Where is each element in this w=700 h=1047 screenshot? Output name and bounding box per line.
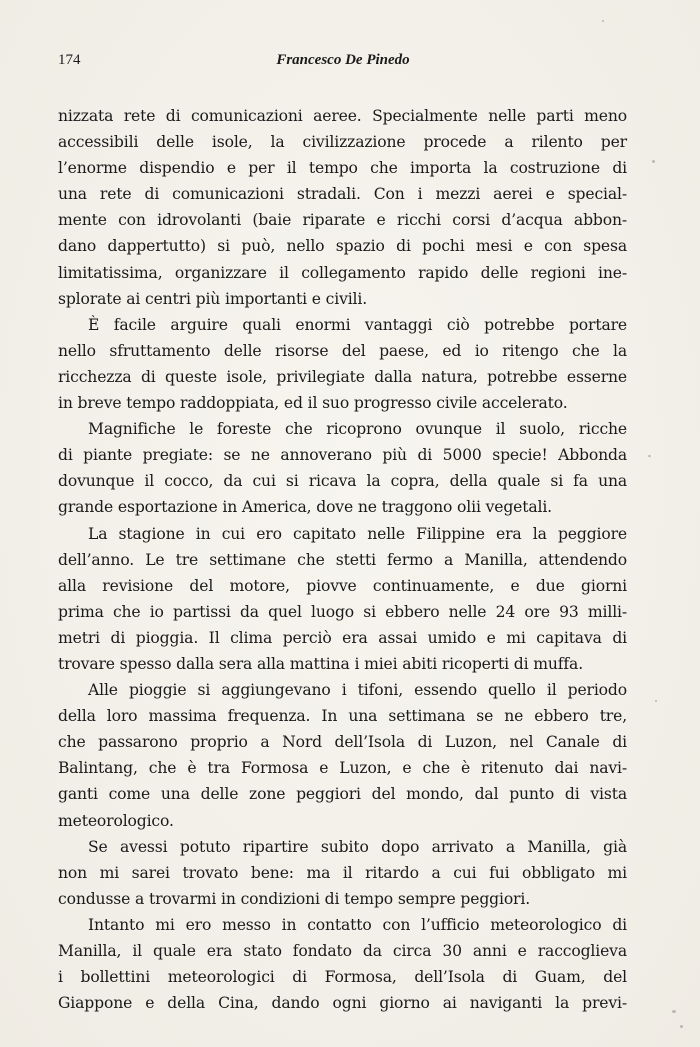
text-line: ganti come una delle zone peggiori del mondo, dal punto di vista (58, 785, 627, 804)
text-line: È facile arguire quali enormi vantaggi ciò potrebbe portare (88, 315, 627, 334)
scan-speck (652, 160, 655, 163)
text-line: condusse a trovarmi in condizioni di tempo sempre peggiori. (58, 889, 531, 908)
paragraph (58, 416, 627, 520)
text-line: nizzata rete di comunicazioni aeree. Specialmente nelle parti meno (58, 107, 627, 125)
text-line: della loro massima frequenza. In una settimana se ne ebbero tre, (58, 707, 627, 726)
text-line: prima che io partissi da quel luogo si ebbero nelle 24 ore 93 milli- (58, 602, 627, 621)
text-line: che passarono proprio a Nord dell’Isola di Luzon, nel Canale di (58, 733, 627, 752)
text-line: ricchezza di queste isole, privilegiate dalla natura, potrebbe esserne (58, 367, 627, 386)
paragraph (58, 312, 627, 416)
text-line: dano dappertutto) si può, nello spazio di pochi mesi e con spesa (58, 237, 627, 256)
text-line: meteorologico. (58, 811, 174, 830)
scan-speck (655, 700, 657, 702)
text-line: splorate ai centri più importanti e civili. (58, 289, 368, 308)
text-line: Intanto mi ero messo in contatto con l’ufficio meteorologico di (88, 915, 627, 934)
text-line: La stagione in cui ero capitato nelle Filippine era la peggiore (88, 524, 627, 543)
scan-speck (672, 1010, 676, 1013)
paragraph (58, 103, 627, 312)
text-line: grande esportazione in America, dove ne traggono olii vegetali. (58, 498, 552, 517)
text-line: dell’anno. Le tre settimane che stetti fermo a Manilla, attendendo (58, 550, 627, 569)
text-line: di piante pregiate: se ne annoverano più di 5000 specie! Abbonda (58, 446, 627, 465)
text-line: dovunque il cocco, da cui si ricava la copra, della quale si fa una (58, 472, 627, 491)
running-title: Francesco De Pinedo (276, 52, 410, 68)
text-line: Balintang, che è tra Formosa e Luzon, e che è ritenuto dai navi- (58, 759, 627, 778)
text-line: Magnifiche le foreste che ricoprono ovunque il suolo, ricche (88, 420, 627, 439)
body-text (58, 103, 627, 1016)
text-line: Se avessi potuto ripartire subito dopo arrivato a Manilla, già (88, 837, 627, 856)
page-header (58, 50, 628, 72)
text-line: in breve tempo raddoppiata, ed il suo progresso civile accelerato. (58, 394, 568, 413)
paragraph (58, 912, 627, 1016)
text-line: trovare spesso dalla sera alla mattina i miei abiti ricoperti di muffa. (58, 654, 583, 673)
text-line: alla revisione del motore, piovve continuamente, e due giorni (58, 576, 627, 595)
text-line: Giappone e della Cina, dando ogni giorno ai naviganti la previ- (58, 994, 627, 1013)
text-line: Manilla, il quale era stato fondato da circa 30 anni e raccoglieva (58, 942, 627, 960)
paragraph (58, 521, 627, 678)
text-line: una rete di comunicazioni stradali. Con i mezzi aerei e special- (58, 185, 627, 204)
paragraph (58, 834, 627, 912)
scan-speck (602, 20, 604, 22)
paragraph (58, 677, 627, 834)
text-line: mente con idrovolanti (baie riparate e ricchi corsi d’acqua abbon- (58, 211, 627, 230)
text-line: i bollettini meteorologici di Formosa, dell’Isola di Guam, del (58, 968, 627, 987)
text-line: nello sfruttamento delle risorse del paese, ed io ritengo che la (58, 341, 627, 360)
page-number: 174 (58, 52, 81, 68)
text-line: accessibili delle isole, la civilizzazione procede a rilento per (58, 133, 627, 152)
text-line: metri di pioggia. Il clima perciò era assai umido e mi capitava di (58, 628, 627, 647)
text-line: limitatissima, organizzare il collegamento rapido delle regioni ine- (58, 263, 627, 282)
text-line: l’enorme dispendio e per il tempo che importa la costruzione di (58, 159, 627, 178)
scan-speck (648, 455, 651, 457)
text-line: non mi sarei trovato bene: ma il ritardo a cui fui obbligato mi (58, 863, 627, 882)
scan-speck (680, 1025, 683, 1028)
text-line: Alle pioggie si aggiungevano i tifoni, essendo quello il periodo (88, 681, 627, 700)
